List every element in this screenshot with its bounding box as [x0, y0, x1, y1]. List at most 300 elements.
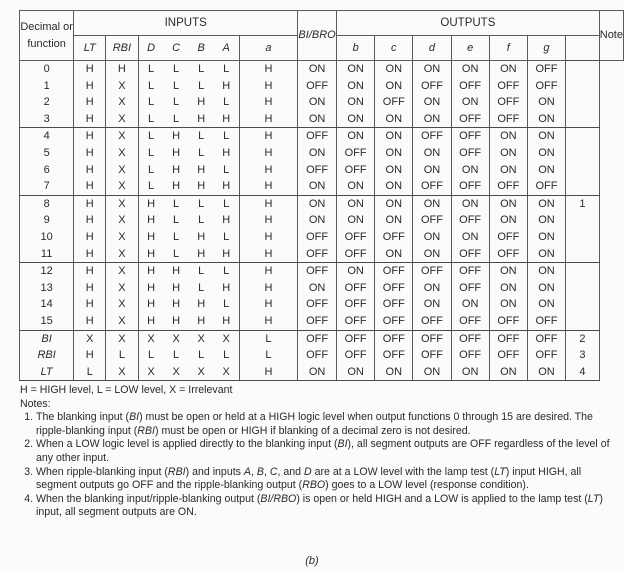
dcba-cell	[138, 296, 239, 313]
input-bit: H	[172, 314, 181, 327]
function-cell: LT	[20, 364, 74, 381]
input-bit: H	[197, 180, 206, 193]
bi-cell: H	[239, 111, 297, 128]
segment-g-cell: ON	[527, 263, 565, 280]
input-bit: H	[172, 180, 181, 193]
function-cell: BI	[20, 330, 74, 347]
dcba-cell	[138, 195, 239, 212]
function-cell: 11	[20, 246, 74, 263]
segment-b-cell: OFF	[337, 313, 375, 330]
input-bit: H	[222, 281, 231, 294]
input-bit: H	[147, 314, 156, 327]
table-row	[20, 178, 624, 195]
input-bit: H	[222, 247, 231, 260]
rbi-cell: X	[106, 195, 138, 212]
segment-a-cell: ON	[298, 364, 337, 381]
dcba-cell	[138, 364, 239, 381]
bi-cell: H	[239, 128, 297, 145]
segment-c-cell: OFF	[375, 263, 413, 280]
row-group	[20, 330, 624, 381]
rbi-cell: L	[106, 347, 138, 364]
lt-cell: H	[74, 246, 106, 263]
segment-e-cell: OFF	[451, 263, 489, 280]
lt-cell: H	[74, 212, 106, 229]
segment-a-cell: ON	[298, 212, 337, 229]
rbi-cell: X	[106, 162, 138, 179]
note-cell: 2	[566, 330, 600, 347]
input-bit: X	[222, 365, 230, 378]
lt-cell: H	[74, 195, 106, 212]
input-bit: H	[222, 314, 231, 327]
segment-b-cell: OFF	[337, 347, 375, 364]
input-bit: L	[223, 63, 230, 75]
function-cell: 12	[20, 263, 74, 280]
segment-e-cell: OFF	[451, 212, 489, 229]
row-group	[20, 263, 624, 330]
segment-g-cell: ON	[527, 145, 565, 162]
dcba-cell	[138, 212, 239, 229]
segment-g-cell: ON	[527, 94, 565, 111]
segment-b-cell: ON	[337, 212, 375, 229]
segment-d-cell: OFF	[413, 212, 451, 229]
input-bit: L	[173, 112, 180, 125]
segment-d-cell: OFF	[413, 178, 451, 195]
dcba-cell	[138, 229, 239, 246]
input-bit: L	[198, 214, 205, 227]
lt-cell: H	[74, 263, 106, 280]
input-bit: L	[223, 197, 230, 210]
decimal-header: Decimal or function	[20, 11, 74, 61]
note-cell	[566, 61, 600, 78]
segment-g-cell: ON	[527, 364, 565, 381]
segment-d-cell: ON	[413, 145, 451, 162]
segment-f-cell: OFF	[489, 330, 527, 347]
function-cell: 15	[20, 313, 74, 330]
segment-c-cell: ON	[375, 162, 413, 179]
input-bit: H	[197, 163, 206, 176]
segment-d-cell: OFF	[413, 347, 451, 364]
segment-e-cell: OFF	[451, 347, 489, 364]
segment-d-cell: OFF	[413, 128, 451, 145]
segment-c-cell: ON	[375, 128, 413, 145]
rbi-cell: X	[106, 263, 138, 280]
note-cell	[566, 162, 600, 179]
input-bit: H	[147, 214, 156, 227]
input-bit: L	[148, 180, 155, 193]
segment-b-cell: ON	[337, 61, 375, 78]
segment-f-cell: ON	[489, 280, 527, 297]
input-bit: H	[172, 130, 181, 143]
segment-d-cell: ON	[413, 94, 451, 111]
segment-a-cell: OFF	[298, 128, 337, 145]
figure-caption: (b)	[305, 555, 319, 567]
input-bit: H	[172, 265, 181, 278]
input-bit: H	[172, 163, 181, 176]
lt-cell: H	[74, 111, 106, 128]
table-row	[20, 162, 624, 179]
segment-f-cell: OFF	[489, 111, 527, 128]
input-bit: H	[172, 146, 181, 159]
segment-b-cell: OFF	[337, 246, 375, 263]
rbi-cell: X	[106, 229, 138, 246]
input-bit: H	[222, 214, 231, 227]
segment-a-cell: ON	[298, 280, 337, 297]
segment-b-cell: OFF	[337, 330, 375, 347]
segment-e-cell: OFF	[451, 246, 489, 263]
input-bit: L	[173, 63, 180, 75]
dcba-cell	[138, 280, 239, 297]
segment-a-cell: OFF	[298, 263, 337, 280]
segment-f-cell: ON	[489, 263, 527, 280]
segment-e-cell: OFF	[451, 178, 489, 195]
segment-b-cell: ON	[337, 195, 375, 212]
dcba-cell	[138, 145, 239, 162]
input-bit: X	[222, 332, 230, 345]
segment-d-cell: OFF	[413, 78, 451, 95]
col-header-dcba	[138, 36, 239, 61]
bi-cell: H	[239, 246, 297, 263]
table-row	[20, 78, 624, 95]
row-group	[20, 128, 624, 195]
input-bit: H	[222, 112, 231, 125]
bi-cell: H	[239, 364, 297, 381]
segment-a-cell: ON	[298, 178, 337, 195]
row-group	[20, 195, 624, 262]
rbi-cell: X	[106, 364, 138, 381]
rbi-cell: X	[106, 78, 138, 95]
bi-cell: H	[239, 145, 297, 162]
table-row	[20, 364, 624, 381]
legend-text: H = HIGH level, L = LOW level, X = Irrelevant	[20, 384, 233, 396]
segment-d-cell: ON	[413, 61, 451, 78]
input-bit: L	[223, 163, 230, 176]
bi-cell: L	[239, 347, 297, 364]
segment-d-cell: ON	[413, 246, 451, 263]
segment-b-cell: ON	[337, 94, 375, 111]
table-row	[20, 61, 624, 78]
segment-g-cell: ON	[527, 128, 565, 145]
input-bit: L	[173, 197, 180, 210]
segment-c-cell: ON	[375, 78, 413, 95]
note-cell	[566, 78, 600, 95]
note-cell	[566, 94, 600, 111]
segment-g-cell: ON	[527, 195, 565, 212]
segment-e-cell: ON	[451, 94, 489, 111]
segment-c-cell: ON	[375, 364, 413, 381]
lt-cell: H	[74, 313, 106, 330]
input-bit: H	[222, 180, 231, 193]
input-bit: L	[223, 349, 230, 362]
lt-cell: H	[74, 61, 106, 78]
segment-a-cell: OFF	[298, 347, 337, 364]
col-header-d: d	[413, 36, 451, 61]
note-cell	[566, 229, 600, 246]
input-bit: X	[172, 365, 180, 378]
segment-e-cell: ON	[451, 364, 489, 381]
segment-e-cell: ON	[451, 61, 489, 78]
segment-f-cell: ON	[489, 195, 527, 212]
note-header: Note	[599, 11, 623, 61]
col-header-e: e	[451, 36, 489, 61]
input-bit: H	[197, 112, 206, 125]
bi-cell: H	[239, 94, 297, 111]
input-bit: L	[198, 281, 205, 294]
segment-g-cell: ON	[527, 296, 565, 313]
note-cell	[566, 178, 600, 195]
input-bit: X	[147, 332, 155, 345]
segment-g-cell: OFF	[527, 178, 565, 195]
input-bit: L	[173, 214, 180, 227]
outputs-header: OUTPUTS	[337, 11, 600, 36]
bi-cell: H	[239, 280, 297, 297]
segment-g-cell: ON	[527, 212, 565, 229]
segment-b-cell: ON	[337, 78, 375, 95]
segment-b-cell: OFF	[337, 296, 375, 313]
input-bit: X	[197, 365, 205, 378]
segment-b-cell: ON	[337, 178, 375, 195]
segment-g-cell: ON	[527, 162, 565, 179]
segment-b-cell: ON	[337, 263, 375, 280]
segment-c-cell: ON	[375, 145, 413, 162]
segment-e-cell: OFF	[451, 128, 489, 145]
input-bit: H	[147, 265, 156, 278]
segment-a-cell: OFF	[298, 246, 337, 263]
note-cell	[566, 111, 600, 128]
segment-e-cell: ON	[451, 195, 489, 212]
segment-g-cell: OFF	[527, 78, 565, 95]
dcba-cell	[138, 313, 239, 330]
input-bit: L	[148, 79, 155, 92]
lt-cell: H	[74, 296, 106, 313]
rbi-cell: X	[106, 145, 138, 162]
function-cell: 9	[20, 212, 74, 229]
segment-a-cell: ON	[298, 61, 337, 78]
rbi-cell: X	[106, 178, 138, 195]
note-cell	[566, 263, 600, 280]
rbi-cell: X	[106, 296, 138, 313]
segment-a-cell: OFF	[298, 313, 337, 330]
lt-cell: H	[74, 145, 106, 162]
segment-e-cell: OFF	[451, 313, 489, 330]
segment-d-cell: ON	[413, 296, 451, 313]
segment-e-cell: OFF	[451, 280, 489, 297]
input-bit: L	[148, 146, 155, 159]
segment-b-cell: ON	[337, 128, 375, 145]
dcba-cell	[138, 178, 239, 195]
function-cell: 7	[20, 178, 74, 195]
segment-f-cell: ON	[489, 145, 527, 162]
table-row	[20, 296, 624, 313]
segment-f-cell: ON	[489, 212, 527, 229]
bi-cell: H	[239, 178, 297, 195]
lt-cell: L	[74, 364, 106, 381]
inputs-header: INPUTS	[74, 11, 298, 36]
note-cell	[566, 128, 600, 145]
input-bit: L	[173, 349, 180, 362]
col-header-f: f	[489, 36, 527, 61]
segment-d-cell: ON	[413, 111, 451, 128]
col-header-a: A	[222, 41, 230, 54]
segment-d-cell: OFF	[413, 313, 451, 330]
table-row	[20, 229, 624, 246]
input-bit: H	[197, 298, 206, 311]
table-row	[20, 313, 624, 330]
col-header-lt: LT	[74, 36, 106, 61]
table-row	[20, 330, 624, 347]
table-row	[20, 263, 624, 280]
input-bit: L	[148, 112, 155, 125]
bi-cell: H	[239, 212, 297, 229]
segment-b-cell: OFF	[337, 280, 375, 297]
table-header	[20, 11, 624, 61]
segment-e-cell: OFF	[451, 111, 489, 128]
dcba-cell	[138, 263, 239, 280]
segment-a-cell: ON	[298, 145, 337, 162]
segment-e-cell: OFF	[451, 78, 489, 95]
segment-g-cell: ON	[527, 246, 565, 263]
table-row	[20, 195, 624, 212]
table-row	[20, 128, 624, 145]
lt-cell: H	[74, 128, 106, 145]
segment-c-cell: OFF	[375, 94, 413, 111]
segment-e-cell: ON	[451, 296, 489, 313]
notes-list	[20, 411, 610, 520]
function-cell: 5	[20, 145, 74, 162]
input-bit: H	[172, 298, 181, 311]
input-bit: L	[148, 130, 155, 143]
table-row	[20, 212, 624, 229]
bi-cell: L	[239, 330, 297, 347]
note-cell	[566, 313, 600, 330]
input-bit: L	[198, 130, 205, 143]
col-header-b: B	[197, 41, 205, 54]
input-bit: L	[198, 197, 205, 210]
input-bit: L	[148, 349, 155, 362]
segment-f-cell: OFF	[489, 94, 527, 111]
rbi-cell: X	[106, 246, 138, 263]
input-bit: H	[197, 247, 206, 260]
segment-e-cell: OFF	[451, 145, 489, 162]
segment-c-cell: ON	[375, 111, 413, 128]
bi-cell: H	[239, 195, 297, 212]
note-cell	[566, 296, 600, 313]
note-cell	[566, 246, 600, 263]
segment-c-cell: OFF	[375, 280, 413, 297]
dcba-cell	[138, 246, 239, 263]
rbi-cell: X	[106, 330, 138, 347]
input-bit: X	[197, 332, 205, 345]
function-cell: 4	[20, 128, 74, 145]
rbi-cell: H	[106, 61, 138, 78]
lt-cell: H	[74, 178, 106, 195]
segment-c-cell: ON	[375, 178, 413, 195]
segment-a-cell: OFF	[298, 330, 337, 347]
dcba-cell	[138, 128, 239, 145]
note-cell: 1	[566, 195, 600, 212]
lt-cell: X	[74, 330, 106, 347]
bibro-header: BI/BRO	[298, 11, 337, 61]
function-cell: 13	[20, 280, 74, 297]
segment-f-cell: OFF	[489, 78, 527, 95]
segment-c-cell: OFF	[375, 330, 413, 347]
segment-b-cell: ON	[337, 364, 375, 381]
bi-cell: H	[239, 313, 297, 330]
segment-c-cell: ON	[375, 61, 413, 78]
rbi-cell: X	[106, 94, 138, 111]
input-bit: L	[223, 230, 230, 243]
table-row	[20, 347, 624, 364]
lt-cell: H	[74, 229, 106, 246]
truth-table	[19, 10, 624, 381]
input-bit: X	[172, 332, 180, 345]
input-bit: H	[197, 230, 206, 243]
input-bit: H	[147, 298, 156, 311]
segment-a-cell: ON	[298, 94, 337, 111]
segment-g-cell: ON	[527, 280, 565, 297]
col-header-a: a	[239, 36, 297, 61]
rbi-cell: X	[106, 280, 138, 297]
segment-c-cell: OFF	[375, 296, 413, 313]
input-bit: L	[198, 63, 205, 75]
segment-d-cell: ON	[413, 280, 451, 297]
segment-d-cell: ON	[413, 229, 451, 246]
segment-f-cell: ON	[489, 61, 527, 78]
segment-f-cell: OFF	[489, 313, 527, 330]
bi-cell: H	[239, 162, 297, 179]
bi-cell: H	[239, 61, 297, 78]
table-row	[20, 145, 624, 162]
table-row	[20, 280, 624, 297]
input-bit: L	[173, 96, 180, 109]
function-cell: 0	[20, 61, 74, 78]
segment-c-cell: OFF	[375, 347, 413, 364]
lt-cell: H	[74, 162, 106, 179]
segment-c-cell: ON	[375, 246, 413, 263]
bi-cell: H	[239, 296, 297, 313]
function-cell: RBI	[20, 347, 74, 364]
segment-g-cell: ON	[527, 111, 565, 128]
rbi-cell: X	[106, 128, 138, 145]
segment-b-cell: OFF	[337, 229, 375, 246]
segment-d-cell: OFF	[413, 330, 451, 347]
input-bit: L	[148, 163, 155, 176]
lt-cell: H	[74, 347, 106, 364]
input-bit: L	[148, 63, 155, 75]
segment-e-cell: ON	[451, 229, 489, 246]
note-item: 3. When ripple-blanking input (RBI) and inputs A, B, C, and D are at a LOW level with the lamp test (LT) input HIGH, all segment outputs go OFF and the ripple-blanking output (RBO) goes to a LOW level (response condition).	[36, 466, 610, 493]
rbi-cell: X	[106, 212, 138, 229]
lt-cell: H	[74, 280, 106, 297]
segment-a-cell: OFF	[298, 296, 337, 313]
dcba-cell	[138, 61, 239, 78]
note-cell: 4	[566, 364, 600, 381]
segment-d-cell: ON	[413, 162, 451, 179]
input-bit: L	[223, 130, 230, 143]
segment-c-cell: ON	[375, 195, 413, 212]
segment-g-cell: OFF	[527, 347, 565, 364]
segment-f-cell: ON	[489, 364, 527, 381]
segment-b-cell: OFF	[337, 162, 375, 179]
segment-d-cell: ON	[413, 364, 451, 381]
segment-d-cell: ON	[413, 195, 451, 212]
segment-a-cell: OFF	[298, 78, 337, 95]
dcba-cell	[138, 330, 239, 347]
segment-c-cell: OFF	[375, 313, 413, 330]
row-group	[20, 61, 624, 128]
function-cell: 1	[20, 78, 74, 95]
input-bit: H	[172, 281, 181, 294]
table-row	[20, 246, 624, 263]
